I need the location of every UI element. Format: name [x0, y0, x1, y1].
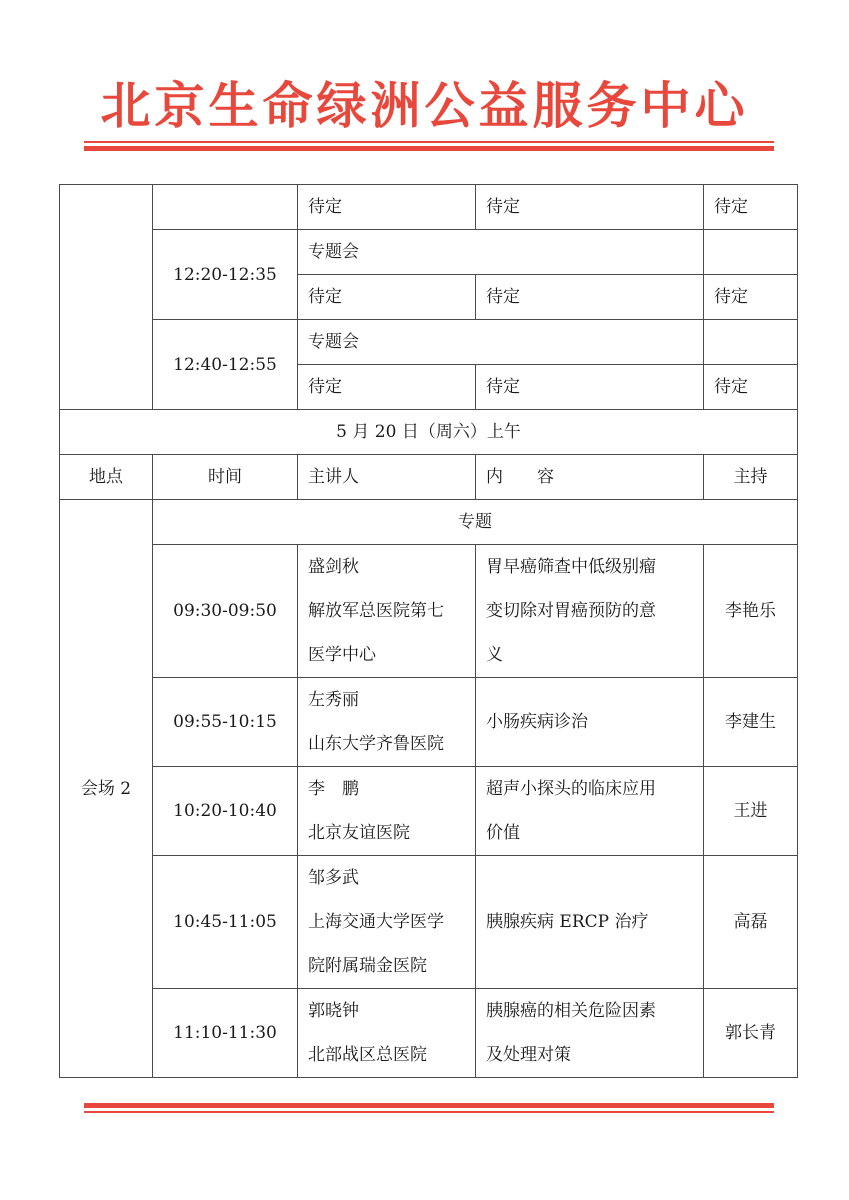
presenter-cell [298, 545, 476, 678]
letterhead-top-rule [84, 141, 774, 151]
speaker-name: 李 鹏 [308, 779, 359, 799]
talk-topic-line: 价值 [486, 823, 520, 843]
col-header-content: 内 容 [476, 455, 704, 500]
speaker-affiliation: 北部战区总医院 [308, 1045, 427, 1065]
talk-topic-line: 变切除对胃癌预防的意 [486, 601, 656, 621]
org-letterhead-title: 北京生命绿洲公益服务中心 [100, 77, 749, 135]
col-header-location: 地点 [60, 455, 153, 500]
table-row [60, 320, 798, 365]
speaker-name: 盛剑秋 [308, 557, 359, 577]
presenter-cell [298, 856, 476, 989]
session-topic-cell: 专题会 [298, 320, 704, 365]
letterhead-bottom-rule [84, 1103, 774, 1113]
host-cell: 李建生 [704, 678, 798, 767]
time-cell: 12:20-12:35 [153, 230, 298, 320]
section-title: 专题 [153, 500, 798, 545]
speaker-name: 邹多武 [308, 868, 359, 888]
content-cell [476, 856, 704, 989]
time-cell: 11:10-11:30 [153, 989, 298, 1078]
time-cell: 12:40-12:55 [153, 320, 298, 410]
presenter-cell: 待定 [298, 365, 476, 410]
host-cell: 郭长青 [704, 989, 798, 1078]
table-row [60, 545, 798, 678]
content-cell [476, 678, 704, 767]
content-cell: 待定 [476, 275, 704, 320]
talk-topic-line: 小肠疾病诊治 [486, 712, 588, 732]
host-cell: 王进 [704, 767, 798, 856]
time-cell: 10:20-10:40 [153, 767, 298, 856]
session-topic-cell: 专题会 [298, 230, 704, 275]
speaker-affiliation: 院附属瑞金医院 [308, 956, 427, 976]
presenter-cell [298, 767, 476, 856]
section-row [60, 500, 798, 545]
content-cell [476, 767, 704, 856]
column-header-row [60, 455, 798, 500]
table-row [60, 989, 798, 1078]
host-cell [704, 320, 798, 365]
day-header-row [60, 410, 798, 455]
speaker-affiliation: 解放军总医院第七 [308, 601, 444, 621]
speaker-affiliation: 医学中心 [308, 645, 376, 665]
table-row [60, 678, 798, 767]
col-header-presenter: 主讲人 [298, 455, 476, 500]
table-row [60, 767, 798, 856]
presenter-cell [298, 989, 476, 1078]
table-row [60, 185, 798, 230]
schedule-table [59, 184, 798, 1078]
talk-topic-line: 超声小探头的临床应用 [486, 779, 656, 799]
day-header: 5 月 20 日（周六）上午 [60, 410, 798, 455]
speaker-name: 郭晓钟 [308, 1001, 359, 1021]
time-cell [153, 185, 298, 230]
host-cell: 待定 [704, 185, 798, 230]
table-row [60, 230, 798, 275]
talk-topic-line: 胃早癌筛查中低级别瘤 [486, 557, 656, 577]
presenter-cell [298, 678, 476, 767]
host-cell: 待定 [704, 365, 798, 410]
time-cell: 10:45-11:05 [153, 856, 298, 989]
speaker-affiliation: 上海交通大学医学 [308, 912, 444, 932]
content-cell [476, 545, 704, 678]
host-cell: 高磊 [704, 856, 798, 989]
presenter-cell: 待定 [298, 185, 476, 230]
location-cell [60, 185, 153, 410]
presenter-cell: 待定 [298, 275, 476, 320]
time-cell: 09:30-09:50 [153, 545, 298, 678]
talk-topic-line: 及处理对策 [486, 1045, 571, 1065]
speaker-affiliation: 北京友谊医院 [308, 823, 410, 843]
speaker-name: 左秀丽 [308, 690, 359, 710]
content-cell: 待定 [476, 365, 704, 410]
talk-topic-line: 胰腺疾病 ERCP 治疗 [486, 912, 649, 932]
venue-cell: 会场 2 [60, 500, 153, 1078]
host-cell: 李艳乐 [704, 545, 798, 678]
talk-topic-line: 义 [486, 645, 503, 665]
content-cell [476, 989, 704, 1078]
speaker-affiliation: 山东大学齐鲁医院 [308, 734, 444, 754]
host-cell: 待定 [704, 275, 798, 320]
time-cell: 09:55-10:15 [153, 678, 298, 767]
table-row [60, 856, 798, 989]
col-header-host: 主持 [704, 455, 798, 500]
col-header-time: 时间 [153, 455, 298, 500]
content-cell: 待定 [476, 185, 704, 230]
host-cell [704, 230, 798, 275]
talk-topic-line: 胰腺癌的相关危险因素 [486, 1001, 656, 1021]
